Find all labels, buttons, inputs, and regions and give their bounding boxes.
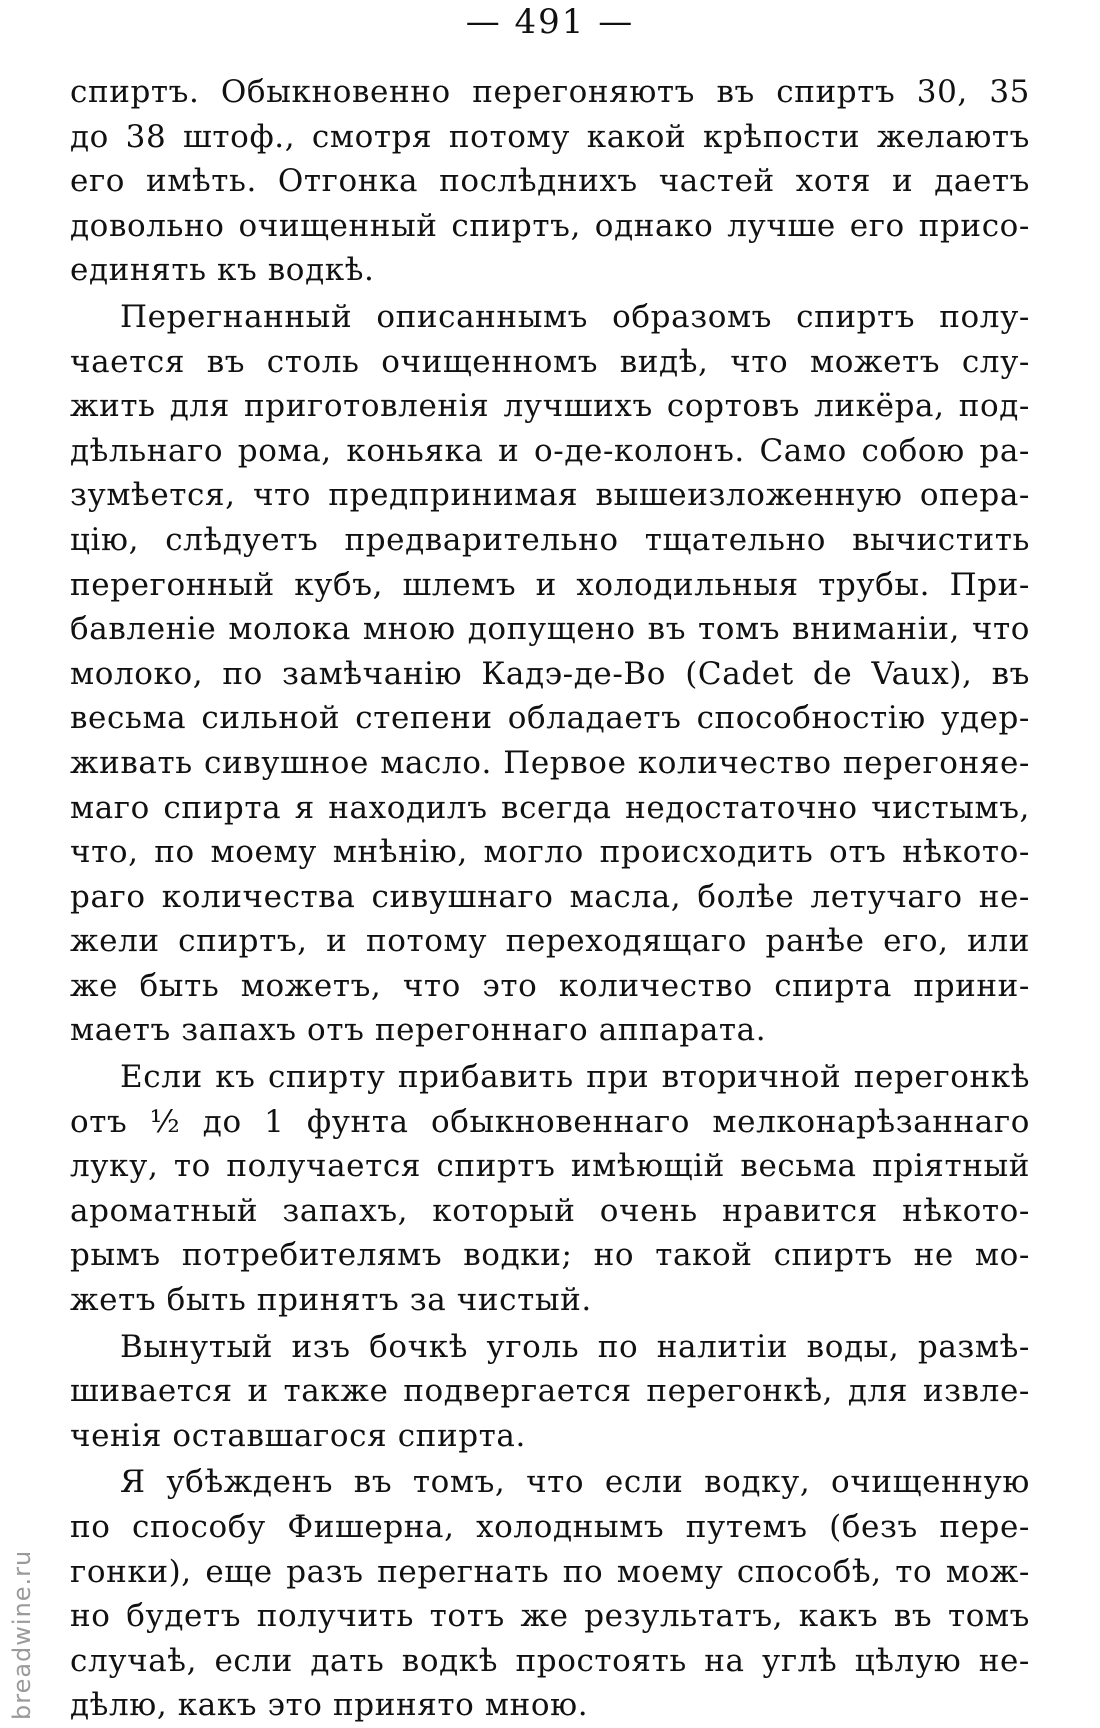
text-line: Перегнанный описаннымъ образомъ спиртъ полу- xyxy=(120,298,1030,335)
text-line: перегонный кубъ, шлемъ и холодильныя трубы. При- xyxy=(70,566,1030,603)
page-number: — 491 — xyxy=(465,2,635,42)
text-line: весьма сильной степени обладаетъ способностію удер- xyxy=(70,700,1030,737)
text-line: зумѣется, что предпринимая вышеизложенную опера- xyxy=(70,477,1030,514)
body-text xyxy=(70,70,1030,1728)
text-line: жить для приготовленія лучшихъ сортовъ ликёра, под- xyxy=(70,388,1030,425)
text-line: что, по моему мнѣнію, могло происходить отъ нѣкото- xyxy=(70,834,1030,871)
text-line: отъ ½ до 1 фунта обыкновеннаго мелконарѣзаннаго xyxy=(70,1103,1030,1140)
text-line: но будетъ получить тотъ же результатъ, какъ въ томъ xyxy=(70,1598,1030,1635)
text-line: единять къ водкѣ. xyxy=(70,252,375,289)
text-line: спиртъ. Обыкновенно перегоняютъ въ спиртъ 30, 35 xyxy=(70,74,1030,110)
page-number-header xyxy=(0,0,1100,60)
site-watermark xyxy=(2,1330,36,1720)
text-line: по способу Фишерна, холоднымъ путемъ (безъ пере- xyxy=(70,1509,1030,1545)
text-line: Я убѣжденъ въ томъ, что если водку, очищенную xyxy=(120,1464,1030,1501)
text-line: цію, слѣдуетъ предварительно тщательно вычистить xyxy=(70,521,1030,558)
text-line: довольно очищенный спиртъ, однако лучше его присо- xyxy=(70,207,1030,244)
text-line: маетъ запахъ отъ перегоннаго аппарата. xyxy=(70,1012,767,1049)
text-line: дѣльнаго рома, коньяка и о-де-колонъ. Само собою ра- xyxy=(70,432,1030,469)
text-line: живать сивушное масло. Первое количество перегоняе- xyxy=(70,744,1030,781)
text-line: его имѣть. Отгонка послѣднихъ частей хотя и даетъ xyxy=(70,163,1030,200)
text-line: ароматный запахъ, который очень нравится нѣкото- xyxy=(70,1192,1030,1229)
watermark-text: breadwine.ru xyxy=(8,1549,36,1720)
text-line: бавленіе молока мною допущено въ томъ вниманіи, что xyxy=(70,611,1030,648)
text-line: молоко, по замѣчанію Кадэ-де-Во (Cadet de Vaux), въ xyxy=(70,655,1030,692)
text-line: жетъ быть принятъ за чистый. xyxy=(70,1282,592,1319)
text-line: ченія оставшагося спирта. xyxy=(70,1417,526,1454)
text-line: дѣлю, какъ это принято мною. xyxy=(70,1687,589,1724)
text-line: рымъ потребителямъ водки; но такой спиртъ не мо- xyxy=(70,1237,1030,1274)
text-line: маго спирта я находилъ всегда недостаточно чистымъ, xyxy=(70,789,1030,826)
text-line: луку, то получается спиртъ имѣющій весьма пріятный xyxy=(70,1148,1030,1185)
text-line: чается въ столь очищенномъ видѣ, что можетъ слу- xyxy=(70,343,1030,380)
text-line: до 38 штоф., смотря потому какой крѣпости желаютъ xyxy=(70,118,1030,155)
text-line: раго количества сивушнаго масла, болѣе летучаго не- xyxy=(70,878,1030,915)
text-line: жели спиртъ, и потому переходящаго ранѣе его, или xyxy=(70,923,1030,960)
text-line: Если къ спирту прибавить при вторичной перегонкѣ xyxy=(120,1059,1030,1096)
text-line: Вынутый изъ бочкѣ уголь по налитіи воды, размѣ- xyxy=(120,1328,1030,1365)
text-line: случаѣ, если дать водкѣ простоять на углѣ цѣлую не- xyxy=(70,1642,1030,1679)
text-line: же быть можетъ, что это количество спирта прини- xyxy=(70,967,1030,1004)
text-line: шивается и также подвергается перегонкѣ, для извле- xyxy=(70,1373,1030,1410)
text-line: гонки), еще разъ перегнать по моему способѣ, то мож- xyxy=(70,1553,1030,1590)
